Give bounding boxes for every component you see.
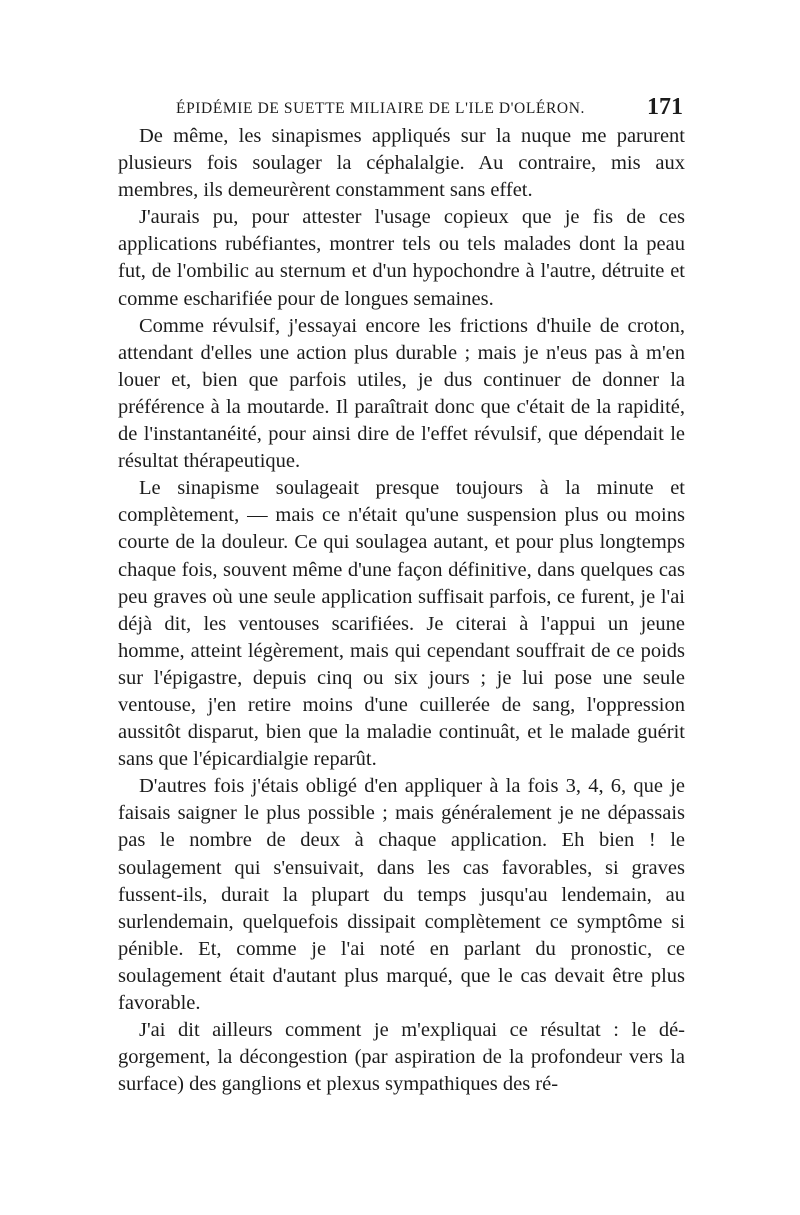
paragraph: Le sinapisme soulageait presque toujours à la minute et complètement, — mais ce n'était qu'une suspension plus ou moins courte de la douleur. Ce qui soulagea autant, et pour plus longtemps chaque fois, souvent même d'une façon définitive, dans quelques cas peu graves où une seule application suffisait parfois, ce furent, je l'ai déjà dit, les ventouses scarifiées. Je citerai à l'appui un jeune homme, atteint légèrement, mais qui cependant souffrait de ce poids sur l'épigastre, depuis cinq ou six jours ; je lui pose une seule ventouse, j'en retire moins d'une cuillerée de sang, l'oppression aussitôt disparut, bien que la maladie continuât, et le malade guérit sans que l'épicardialgie reparût. — [118, 477, 685, 771]
paragraph: J'ai dit ailleurs comment je m'expliquai ce résultat : le dégorgement, la décongestion (par aspiration de la profondeur vers la surface) des ganglions et plexus sympathiques des ré- — [118, 1019, 685, 1096]
running-title: ÉPIDÉMIE DE SUETTE MILIAIRE DE L'ILE D'OLÉRON. — [176, 100, 585, 117]
running-header — [118, 94, 685, 124]
paragraph: De même, les sinapismes appliqués sur la nuque me parurent plusieurs fois soulager la céphalalgie. Au contraire, mis aux membres, ils demeurèrent constamment sans effet. — [118, 125, 685, 202]
paragraph: J'aurais pu, pour attester l'usage copieux que je fis de ces applications rubéfiantes, montrer tels ou tels malades dont la peau fut, de l'ombilic au sternum et d'un hypochondre à l'autre, détruite et comme escharifiée pour de longues semaines. — [118, 206, 685, 310]
page-number: 171 — [647, 94, 683, 120]
paragraph: Comme révulsif, j'essayai encore les frictions d'huile de croton, attendant d'elles une action plus durable ; mais je n'eus pas à m'en louer et, bien que parfois utiles, je dus continuer de donner la préférence à la moutarde. Il paraîtrait donc que c'était de la rapidité, de l'instantanéité, pour ainsi dire de l'effet révulsif, que dépendait le résultat thérapeutique. — [118, 314, 685, 473]
body-text — [118, 123, 685, 1098]
paragraph: D'autres fois j'étais obligé d'en appliquer à la fois 3, 4, 6, que je faisais saigner le plus possible ; mais généralement je ne dépassais pas le nombre de deux à chaque application. Eh bien ! le soulagement qui s'ensuivait, dans les cas favorables, si graves fussent-ils, durait la plupart du temps jusqu'au lendemain, au surlendemain, quelquefois dissipait complètement ce symptôme si pénible. Et, comme je l'ai noté en parlant du pronostic, ce soulagement était d'autant plus marqué, que le cas devait être plus favorable. — [118, 775, 685, 1014]
